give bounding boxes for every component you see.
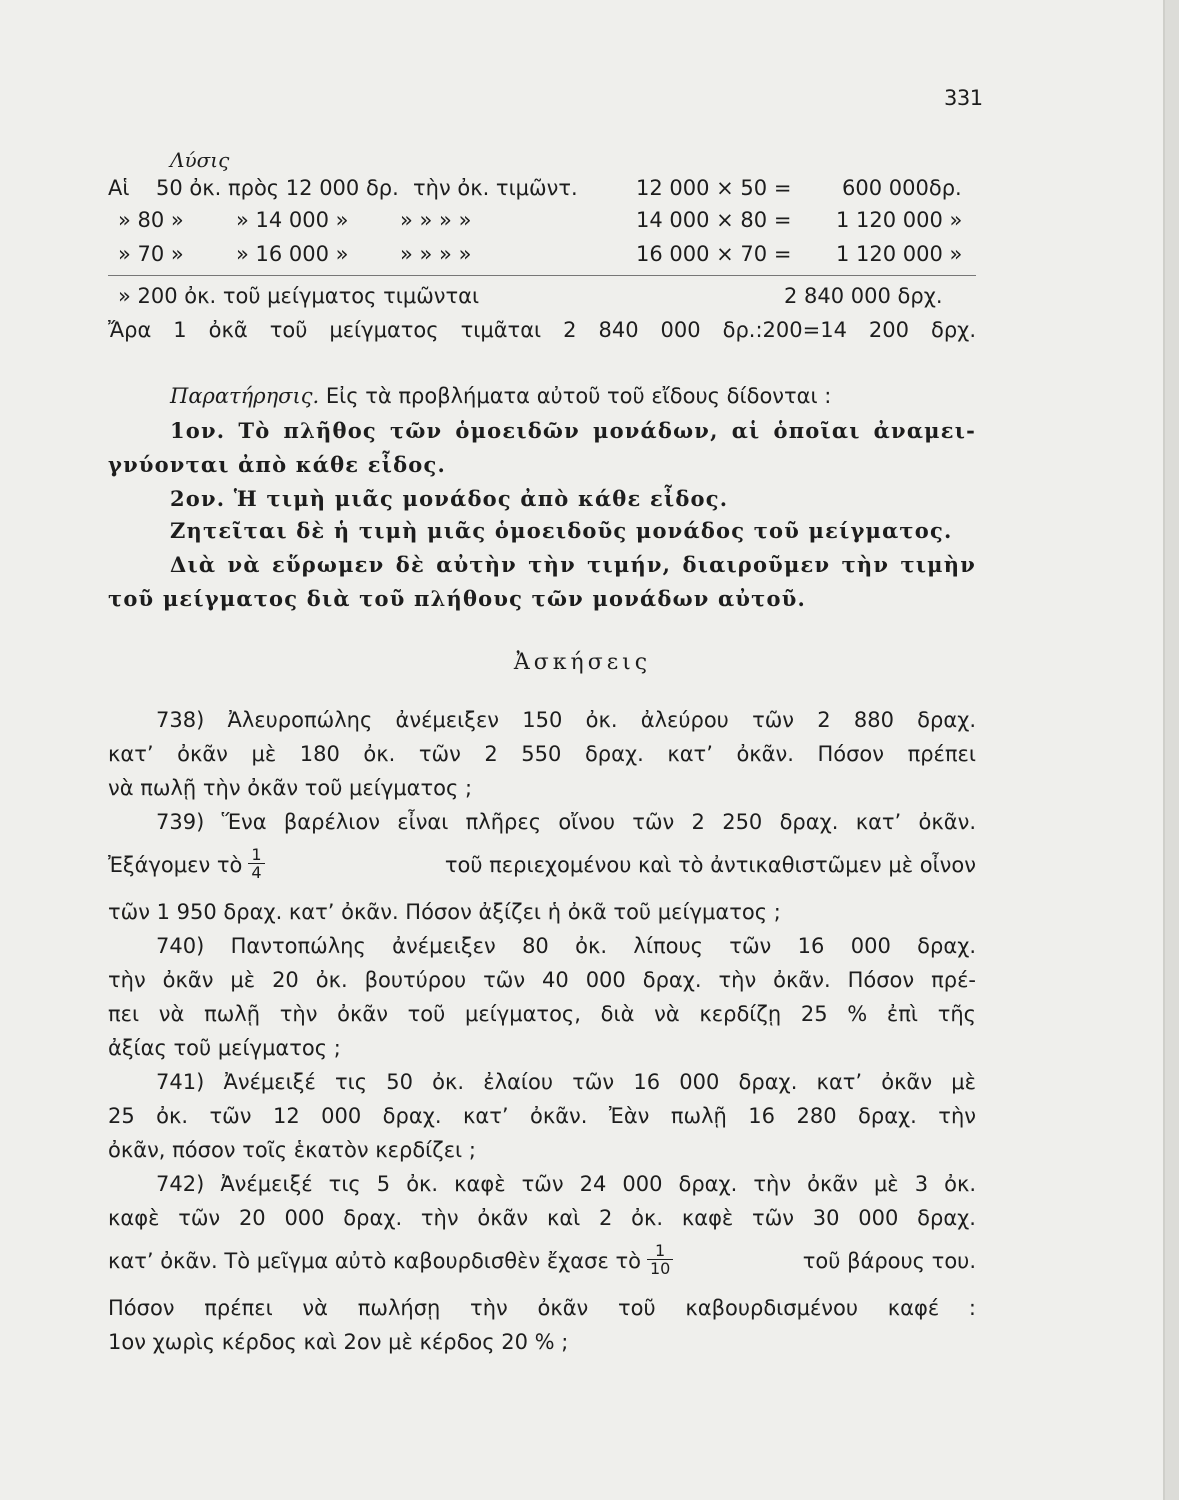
remark-label: Παρατήρησις. — [170, 384, 320, 408]
row-cell: 14 000 × 80 = — [636, 208, 792, 232]
row-cell: 50 ὀκ. πρὸς 12 000 δρ. — [156, 176, 399, 200]
remark-question: Ζητεῖται δὲ ἡ τιμὴ μιᾶς ὁμοειδοῦς μονάδος τοῦ μείγματος. — [170, 518, 953, 543]
remark-point-2: 2ον. Ἡ τιμὴ μιᾶς μονάδος ἀπὸ κάθε εἶδος. — [170, 486, 729, 511]
total-value: 2 840 000 δρχ. — [784, 284, 943, 308]
fraction-denominator: 4 — [248, 863, 264, 881]
row-cell: » 70 » — [118, 242, 184, 266]
exercise-742-line1: 742) Ἀνέμειξέ τις 5 ὀκ. καφὲ τῶν 24 000 δραχ. τὴν ὀκᾶν μὲ 3 ὀκ. — [156, 1172, 976, 1196]
page-edge — [1165, 0, 1179, 1500]
row-cell: » 14 000 » — [236, 208, 349, 232]
row-cell: τὴν ὀκ. τιμῶντ. — [413, 176, 578, 200]
exercise-741-line3: ὀκᾶν, πόσον τοῖς ἑκατὸν κερδίζει ; — [108, 1138, 476, 1162]
solution-total — [0, 284, 1165, 316]
row-cell: 1 120 000 » — [836, 242, 963, 266]
exercise-740-line1: 740) Παντοπώλης ἀνέμειξεν 80 ὀκ. λίπους τῶν 16 000 δραχ. — [156, 934, 976, 958]
remark-text: Εἰς τὰ προβλήματα αὐτοῦ τοῦ εἴδους δίδονται : — [325, 384, 832, 408]
exercise-738-line1: 738) Ἀλευροπώλης ἀνέμειξεν 150 ὀκ. ἀλεύρου τῶν 2 880 δραχ. — [156, 708, 976, 732]
remark-method: Διὰ νὰ εὕρωμεν δὲ αὐτὴν τὴν τιμήν, διαιροῦμεν τὴν τιμὴν — [170, 552, 976, 577]
row-cell: » 16 000 » — [236, 242, 349, 266]
row-cell: 600 000δρ. — [842, 176, 962, 200]
row-cell: Αἱ — [108, 176, 130, 200]
exercise-742-line2: καφὲ τῶν 20 000 δραχ. τὴν ὀκᾶν καὶ 2 ὀκ. καφὲ τῶν 30 000 δραχ. — [108, 1206, 976, 1230]
solution-row — [0, 208, 1165, 240]
total-label: » 200 ὀκ. τοῦ μείγματος τιμῶνται — [118, 284, 480, 308]
solution-row — [0, 176, 1165, 208]
row-cell: » » » » — [400, 208, 472, 232]
remark-line — [170, 380, 976, 413]
row-cell: 16 000 × 70 = — [636, 242, 792, 266]
fraction-numerator: 1 — [655, 1241, 666, 1260]
exercises-heading: Ἀσκήσεις — [513, 650, 652, 675]
row-cell: 1 120 000 » — [836, 208, 963, 232]
fraction-one-quarter — [248, 846, 264, 881]
exercise-742-line5: 1ον χωρὶς κέρδος καὶ 2ον μὲ κέρδος 20 % ; — [108, 1330, 569, 1354]
exercise-739-line2 — [108, 845, 976, 883]
fraction-denominator: 10 — [647, 1259, 673, 1277]
exercise-739-line3: τῶν 1 950 δραχ. κατ’ ὀκᾶν. Πόσον ἀξίζει ἡ ὀκᾶ τοῦ μείγματος ; — [108, 900, 781, 924]
exercise-738-line2: κατ’ ὀκᾶν μὲ 180 ὀκ. τῶν 2 550 δραχ. κατ’ ὀκᾶν. Πόσον πρέπει — [108, 742, 976, 766]
solution-row — [0, 242, 1165, 274]
exercise-741-line1: 741) Ἀνέμειξέ τις 50 ὀκ. ἐλαίου τῶν 16 000 δραχ. κατ’ ὀκᾶν μὲ — [156, 1070, 976, 1094]
exercise-740-line2: τὴν ὀκᾶν μὲ 20 ὀκ. βουτύρου τῶν 40 000 δραχ. τὴν ὀκᾶν. Πόσον πρέ- — [108, 968, 976, 992]
remark-point-1-cont: γνύονται ἀπὸ κάθε εἶδος. — [108, 452, 447, 477]
exercise-741-line2: 25 ὀκ. τῶν 12 000 δραχ. κατ’ ὀκᾶν. Ἐὰν πωλῇ 16 280 δραχ. τὴν — [108, 1104, 976, 1128]
row-cell: » 80 » — [118, 208, 184, 232]
row-cell: 12 000 × 50 = — [636, 176, 792, 200]
exercise-739-pre: Ἐξάγομεν τὸ — [108, 853, 243, 877]
page-number: 331 — [944, 86, 983, 110]
row-cell: » » » » — [400, 242, 472, 266]
remark-point-1: 1ον. Τὸ πλῆθος τῶν ὁμοειδῶν μονάδων, αἱ ὁποῖαι ἀναμει- — [170, 418, 976, 443]
fraction-one-tenth — [647, 1242, 673, 1277]
sum-rule — [108, 275, 976, 276]
exercise-742-post: τοῦ βάρους του. — [802, 1249, 976, 1273]
solution-heading: Λύσις — [170, 148, 230, 172]
exercise-739-post: τοῦ περιεχομένου καὶ τὸ ἀντικαθιστῶμεν μὲ οἶνον — [444, 853, 976, 877]
solution-conclusion: Ἄρα 1 ὀκᾶ τοῦ μείγματος τιμᾶται 2 840 000 δρ.:200=14 200 δρχ. — [108, 318, 976, 342]
exercise-738-line3: νὰ πωλῇ τὴν ὀκᾶν τοῦ μείγματος ; — [108, 776, 473, 800]
fraction-numerator: 1 — [251, 845, 262, 864]
exercise-742-pre: κατ’ ὀκᾶν. Τὸ μεῖγμα αὐτὸ καβουρδισθὲν ἔχασε τὸ — [108, 1249, 641, 1273]
exercise-739-line1: 739) Ἕνα βαρέλιον εἶναι πλῆρες οἴνου τῶν 2 250 δραχ. κατ’ ὀκᾶν. — [156, 810, 976, 834]
remark-method-cont: τοῦ μείγματος διὰ τοῦ πλήθους τῶν μονάδων αὐτοῦ. — [108, 586, 806, 611]
exercise-740-line4: ἀξίας τοῦ μείγματος ; — [108, 1036, 341, 1060]
exercise-742-line4: Πόσον πρέπει νὰ πωλήσῃ τὴν ὀκᾶν τοῦ καβουρδισμένου καφέ : — [108, 1296, 976, 1320]
exercise-742-line3 — [108, 1241, 976, 1279]
exercise-740-line3: πει νὰ πωλῇ τὴν ὀκᾶν τοῦ μείγματος, διὰ νὰ κερδίζῃ 25 % ἐπὶ τῆς — [108, 1002, 976, 1026]
